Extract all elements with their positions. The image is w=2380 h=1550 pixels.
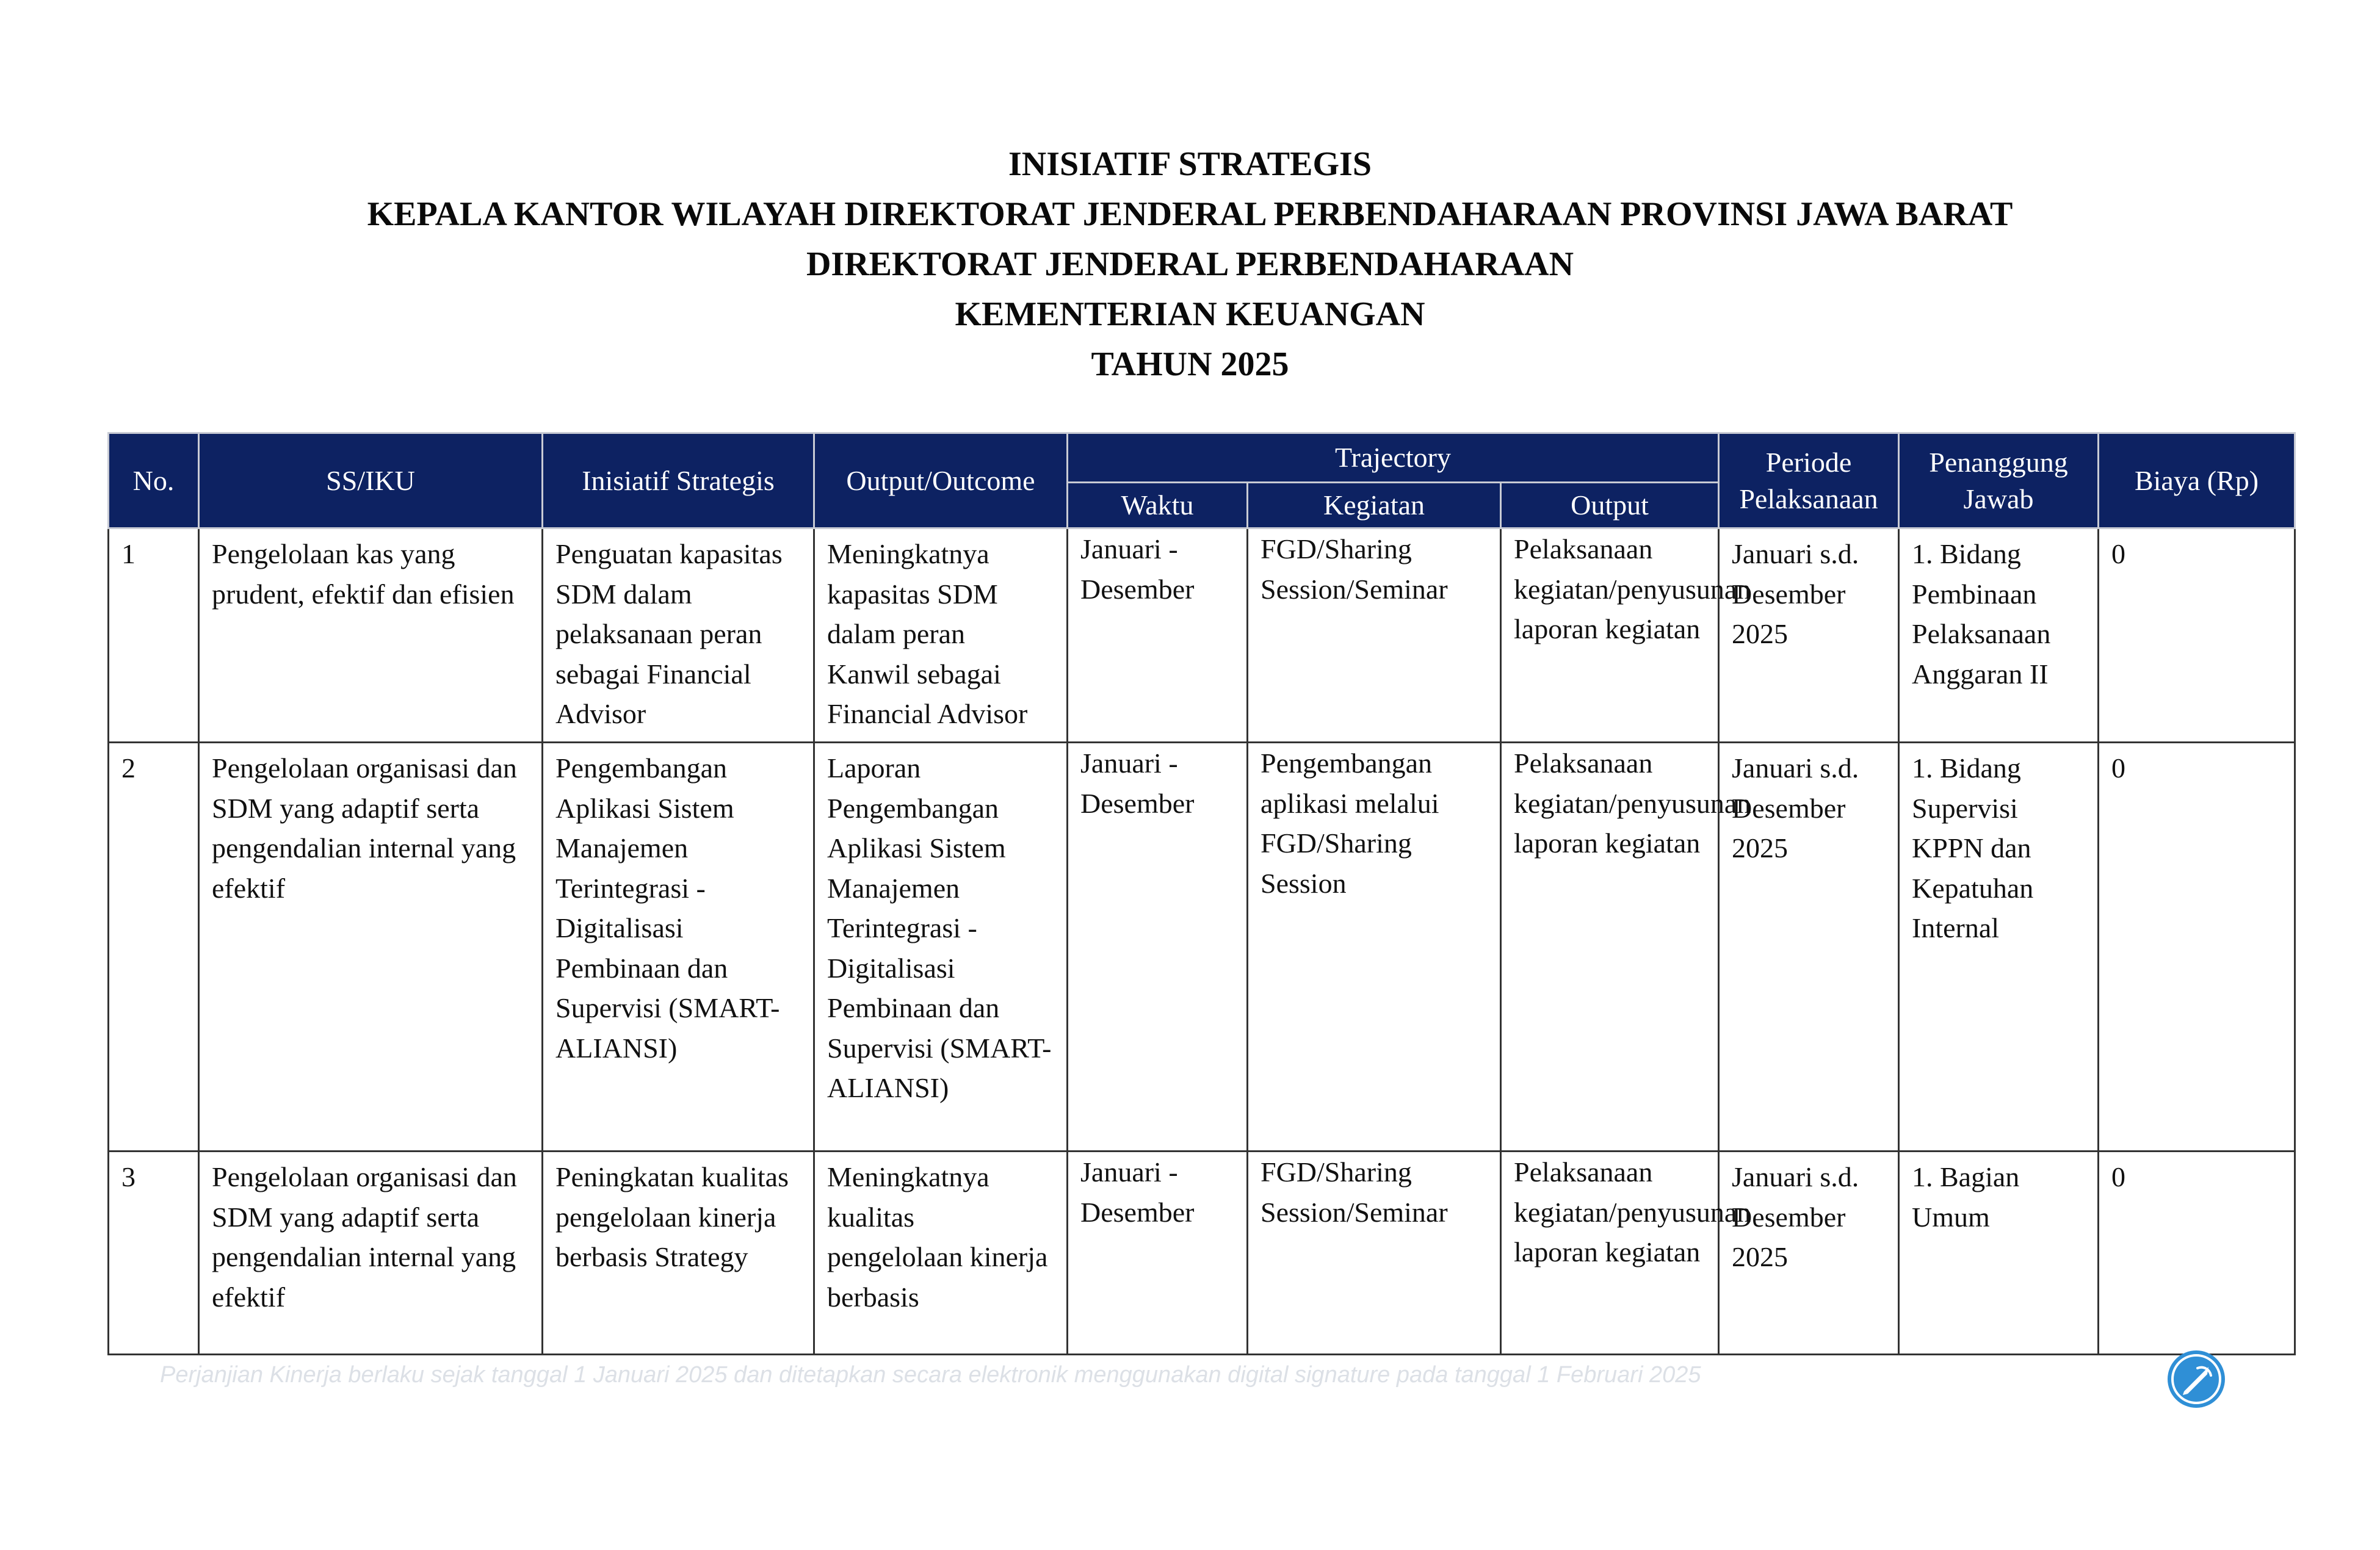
- cell-output: Pelaksanaan kegiatan/penyusunan laporan kegiatan: [1501, 743, 1719, 1152]
- cell-output-outcome: Meningkatnya kualitas pengelolaan kinerja berbasis: [814, 1152, 1068, 1355]
- header-kegiatan: Kegiatan: [1248, 483, 1501, 528]
- table-row: [109, 743, 2295, 1152]
- title-line-1: INISIATIF STRATEGIS: [1008, 145, 1372, 183]
- cell-kegiatan: Pengembangan aplikasi melalui FGD/Sharing Session: [1248, 743, 1501, 1152]
- cell-biaya: 0: [2099, 1152, 2295, 1355]
- header-biaya: Biaya (Rp): [2099, 433, 2295, 528]
- document-title-block: [0, 139, 2380, 389]
- cell-output-outcome: Laporan Pengembangan Aplikasi Sistem Manajemen Terintegrasi - Digitalisasi Pembinaan dan Supervisi (SMART-ALIANSI): [814, 743, 1068, 1152]
- cell-ss-iku: Pengelolaan kas yang prudent, efektif dan efisien: [199, 528, 543, 743]
- title-line-2: KEPALA KANTOR WILAYAH DIREKTORAT JENDERAL PERBENDAHARAAN PROVINSI JAWA BARAT: [367, 195, 2013, 233]
- header-trajectory: Trajectory: [1068, 433, 1719, 483]
- table-row: [109, 1152, 2295, 1355]
- cell-inisiatif: Penguatan kapasitas SDM dalam pelaksanaan peran sebagai Financial Advisor: [543, 528, 814, 743]
- header-output-outcome: Output/Outcome: [814, 433, 1068, 528]
- header-periode: Periode Pelaksanaan: [1719, 433, 1899, 528]
- cell-waktu: Januari - Desember: [1068, 1152, 1248, 1355]
- cell-waktu: Januari - Desember: [1068, 528, 1248, 743]
- cell-output: Pelaksanaan kegiatan/penyusunan laporan kegiatan: [1501, 1152, 1719, 1355]
- cell-output: Pelaksanaan kegiatan/penyusunan laporan kegiatan: [1501, 528, 1719, 743]
- footer-signature-note: Perjanjian Kinerja berlaku sejak tanggal 1 Januari 2025 dan ditetapkan secara elektronik menggunakan digital signature pada tanggal 1 Februari 2025: [160, 1362, 1701, 1388]
- cell-inisiatif: Pengembangan Aplikasi Sistem Manajemen Terintegrasi - Digitalisasi Pembinaan dan Supervisi (SMART-ALIANSI): [543, 743, 814, 1152]
- cell-no: 3: [109, 1152, 199, 1355]
- title-line-3: DIREKTORAT JENDERAL PERBENDAHARAAN: [806, 245, 1574, 283]
- title-line-5: TAHUN 2025: [1091, 345, 1289, 383]
- cell-periode: Januari s.d. Desember 2025: [1719, 743, 1899, 1152]
- cell-inisiatif: Peningkatan kualitas pengelolaan kinerja berbasis Strategy: [543, 1152, 814, 1355]
- cell-no: 1: [109, 528, 199, 743]
- table-row: [109, 528, 2295, 743]
- cell-kegiatan: FGD/Sharing Session/Seminar: [1248, 1152, 1501, 1355]
- header-no: No.: [109, 433, 199, 528]
- strategic-initiative-table: [107, 432, 2296, 1355]
- cell-penanggung-jawab: 1. Bidang Pembinaan Pelaksanaan Anggaran II: [1899, 528, 2099, 743]
- cell-periode: Januari s.d. Desember 2025: [1719, 528, 1899, 743]
- cell-periode: Januari s.d. Desember 2025: [1719, 1152, 1899, 1355]
- cell-penanggung-jawab: 1. Bagian Umum: [1899, 1152, 2099, 1355]
- cell-biaya: 0: [2099, 528, 2295, 743]
- cell-biaya: 0: [2099, 743, 2295, 1152]
- header-ss-iku: SS/IKU: [199, 433, 543, 528]
- header-inisiatif: Inisiatif Strategis: [543, 433, 814, 528]
- header-penanggung-jawab: Penanggung Jawab: [1899, 433, 2099, 528]
- cell-ss-iku: Pengelolaan organisasi dan SDM yang adaptif serta pengendalian internal yang efektif: [199, 743, 543, 1152]
- cell-ss-iku: Pengelolaan organisasi dan SDM yang adaptif serta pengendalian internal yang efektif: [199, 1152, 543, 1355]
- cell-no: 2: [109, 743, 199, 1152]
- title-line-4: KEMENTERIAN KEUANGAN: [955, 295, 1425, 333]
- header-waktu: Waktu: [1068, 483, 1248, 528]
- header-output: Output: [1501, 483, 1719, 528]
- cell-output-outcome: Meningkatnya kapasitas SDM dalam peran Kanwil sebagai Financial Advisor: [814, 528, 1068, 743]
- digital-signature-seal-icon: [2166, 1349, 2227, 1410]
- cell-penanggung-jawab: 1. Bidang Supervisi KPPN dan Kepatuhan Internal: [1899, 743, 2099, 1152]
- cell-waktu: Januari - Desember: [1068, 743, 1248, 1152]
- cell-kegiatan: FGD/Sharing Session/Seminar: [1248, 528, 1501, 743]
